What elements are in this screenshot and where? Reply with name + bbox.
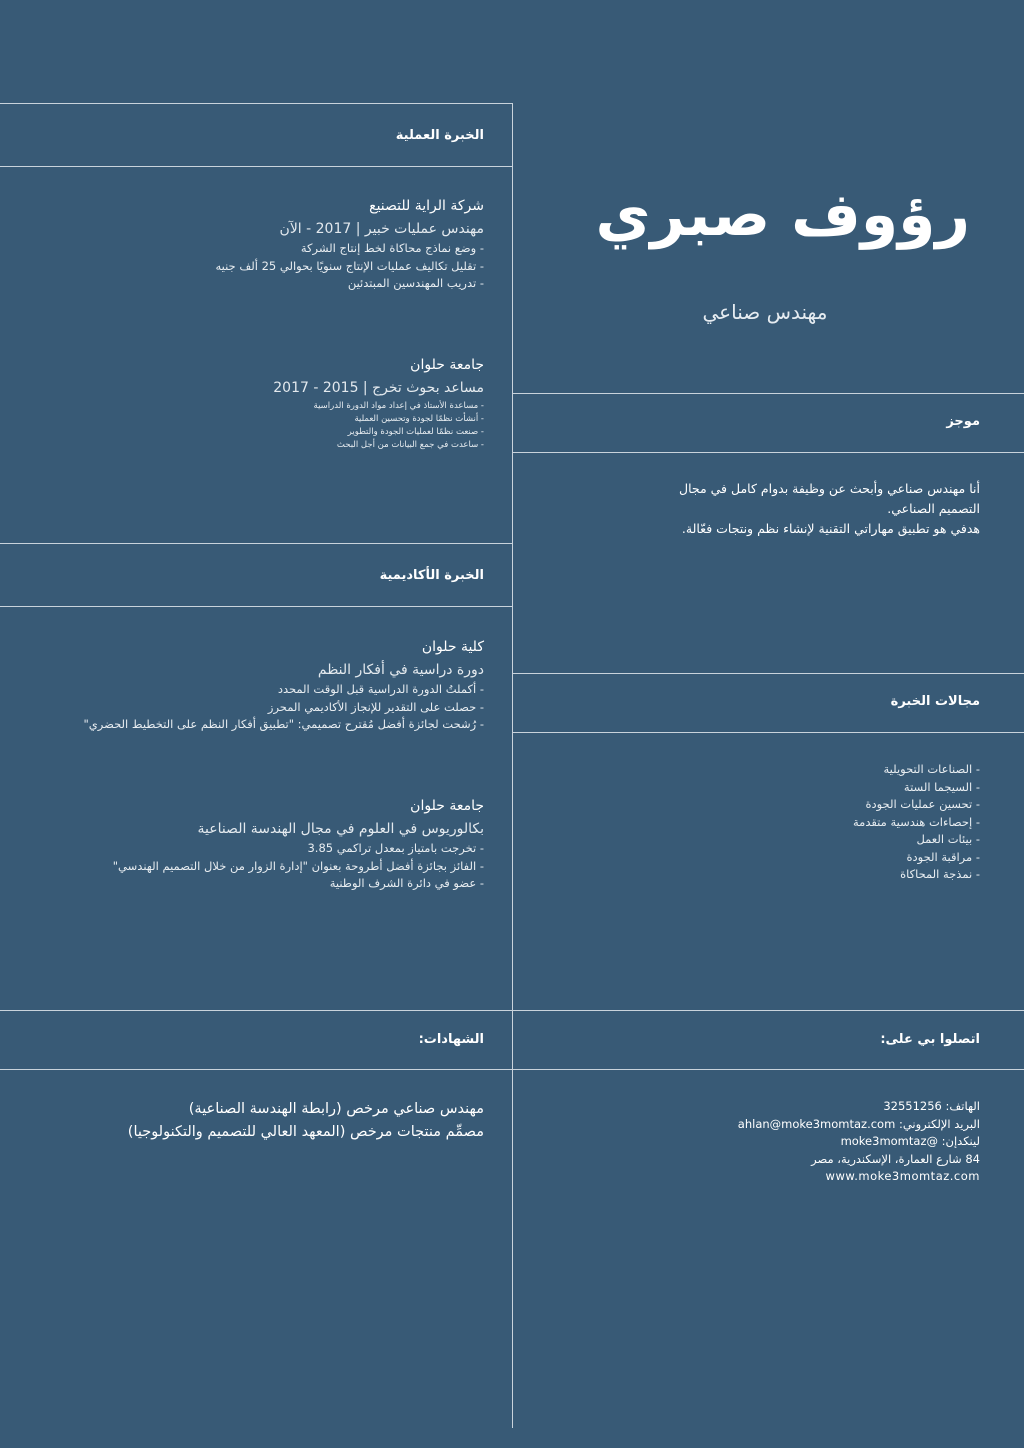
certs-list: [30, 1098, 484, 1144]
job-bullets: [30, 240, 484, 293]
job-bullet: - ساعدت في جمع البيانات من أجل البحث: [30, 439, 484, 452]
skills-list: [540, 761, 980, 884]
divider-skills-title: [512, 732, 1024, 733]
full-name: رؤوف صبري: [595, 180, 970, 250]
academic-role: بكالوريوس في العلوم في مجال الهندسة الصناعية: [197, 821, 484, 837]
divider-skills-top: [512, 673, 1024, 674]
divider-work-top: [0, 103, 512, 104]
academic-org: كلية حلوان: [421, 639, 484, 655]
contact-info: [540, 1098, 980, 1186]
skill-item: - مراقبة الجودة: [540, 849, 980, 867]
contact-phone: الهاتف: 32551256: [883, 1099, 980, 1113]
job-bullets: [30, 400, 484, 452]
divider-bottom-top: [0, 1010, 1024, 1011]
academic-bullet: - حصلت على التقدير للإنجاز الأكاديمي المحرز: [30, 699, 484, 717]
academic-bullets: [30, 681, 484, 734]
divider-summary-top: [512, 393, 1024, 394]
academic-bullet: - عضو في دائرة الشرف الوطنية: [30, 875, 484, 893]
divider-academic-top: [0, 543, 512, 544]
academic-title: الخبرة الأكاديمية: [379, 568, 484, 583]
job-bullet: - تدريب المهندسين المبتدئين: [30, 275, 484, 293]
cert-item: مصمِّم منتجات مرخص (المعهد العالي للتصميم والتكنولوجيا): [127, 1124, 484, 1140]
academic-org: جامعة حلوان: [410, 798, 484, 814]
contact-email[interactable]: البريد الإلكتروني: ahlan@moke3momtaz.com: [737, 1116, 980, 1131]
divider-work-title: [0, 166, 512, 167]
work-title: الخبرة العملية: [395, 128, 484, 143]
skill-item: - نمذجة المحاكاة: [540, 866, 980, 884]
column-divider: [512, 103, 513, 1428]
skill-item: - تحسين عمليات الجودة: [540, 796, 980, 814]
skills-title: مجالات الخبرة: [890, 694, 980, 709]
job-bullet: - أنشأت نظمًا لجودة وتحسين العملية: [30, 413, 484, 426]
skill-item: - السيجما الستة: [540, 779, 980, 797]
skill-item: - الصناعات التحويلية: [540, 761, 980, 779]
academic-bullet: - الفائز بجائزة أفضل أطروحة بعنوان "إدارة الزوار من خلال التصميم الهندسي": [30, 858, 484, 876]
certs-title: الشهادات:: [418, 1032, 484, 1047]
academic-bullet: - رُشحت لجائزة أفضل مُقترح تصميمي: "تطبيق أفكار النظم على التخطيط الحضري": [30, 716, 484, 734]
academic-role: دورة دراسية في أفكار النظم: [317, 662, 484, 678]
summary-line: هدفي هو تطبيق مهاراتي التقنية لإنشاء نظم ونتجات فعّالة.: [681, 521, 980, 536]
academic-entry: [30, 798, 484, 893]
summary-line: التصميم الصناعي.: [887, 501, 980, 516]
summary-title: موجز: [946, 414, 980, 429]
divider-academic-title: [0, 606, 512, 607]
job-org: جامعة حلوان: [410, 357, 484, 373]
summary-body: [540, 479, 980, 539]
job-org: شركة الراية للتصنيع: [369, 198, 484, 214]
job-role: مساعد بحوث تخرج | 2015 - 2017: [273, 380, 484, 396]
skill-item: - إحصاءات هندسية متقدمة: [540, 814, 980, 832]
contact-website[interactable]: www.moke3momtaz.com: [825, 1169, 980, 1183]
cert-item: مهندس صناعي مرخص (رابطة الهندسة الصناعية): [188, 1101, 484, 1117]
divider-bottom-title: [0, 1069, 1024, 1070]
academic-entry: [30, 639, 484, 734]
contact-linkedin[interactable]: لينكدإن: @moke3momtaz: [840, 1134, 980, 1148]
job-role: مهندس عمليات خبير | 2017 - الآن: [279, 221, 484, 237]
contact-title: اتصلوا بي على:: [880, 1032, 980, 1047]
job-entry: [30, 198, 484, 293]
job-bullet: - صنعت نظمًا لعمليات الجودة والتطوير: [30, 426, 484, 439]
divider-summary-title: [512, 452, 1024, 453]
contact-address: 84 شارع العمارة، الإسكندرية، مصر: [811, 1151, 980, 1166]
summary-line: أنا مهندس صناعي وأبحث عن وظيفة بدوام كامل في مجال: [679, 481, 980, 496]
job-title: مهندس صناعي: [702, 300, 828, 324]
job-bullet: - تقليل تكاليف عمليات الإنتاج سنويًا بحوالي 25 ألف جنيه: [30, 258, 484, 276]
job-bullet: - وضع نماذج محاكاة لخط إنتاج الشركة: [30, 240, 484, 258]
academic-bullet: - تخرجت بامتياز بمعدل تراكمي 3.85: [30, 840, 484, 858]
job-bullet: - مساعدة الأستاذ في إعداد مواد الدورة الدراسية: [30, 400, 484, 413]
skill-item: - بيئات العمل: [540, 831, 980, 849]
academic-bullets: [30, 840, 484, 893]
academic-bullet: - أكملتُ الدورة الدراسية قبل الوقت المحدد: [30, 681, 484, 699]
job-entry: [30, 357, 484, 452]
header: [530, 170, 970, 260]
